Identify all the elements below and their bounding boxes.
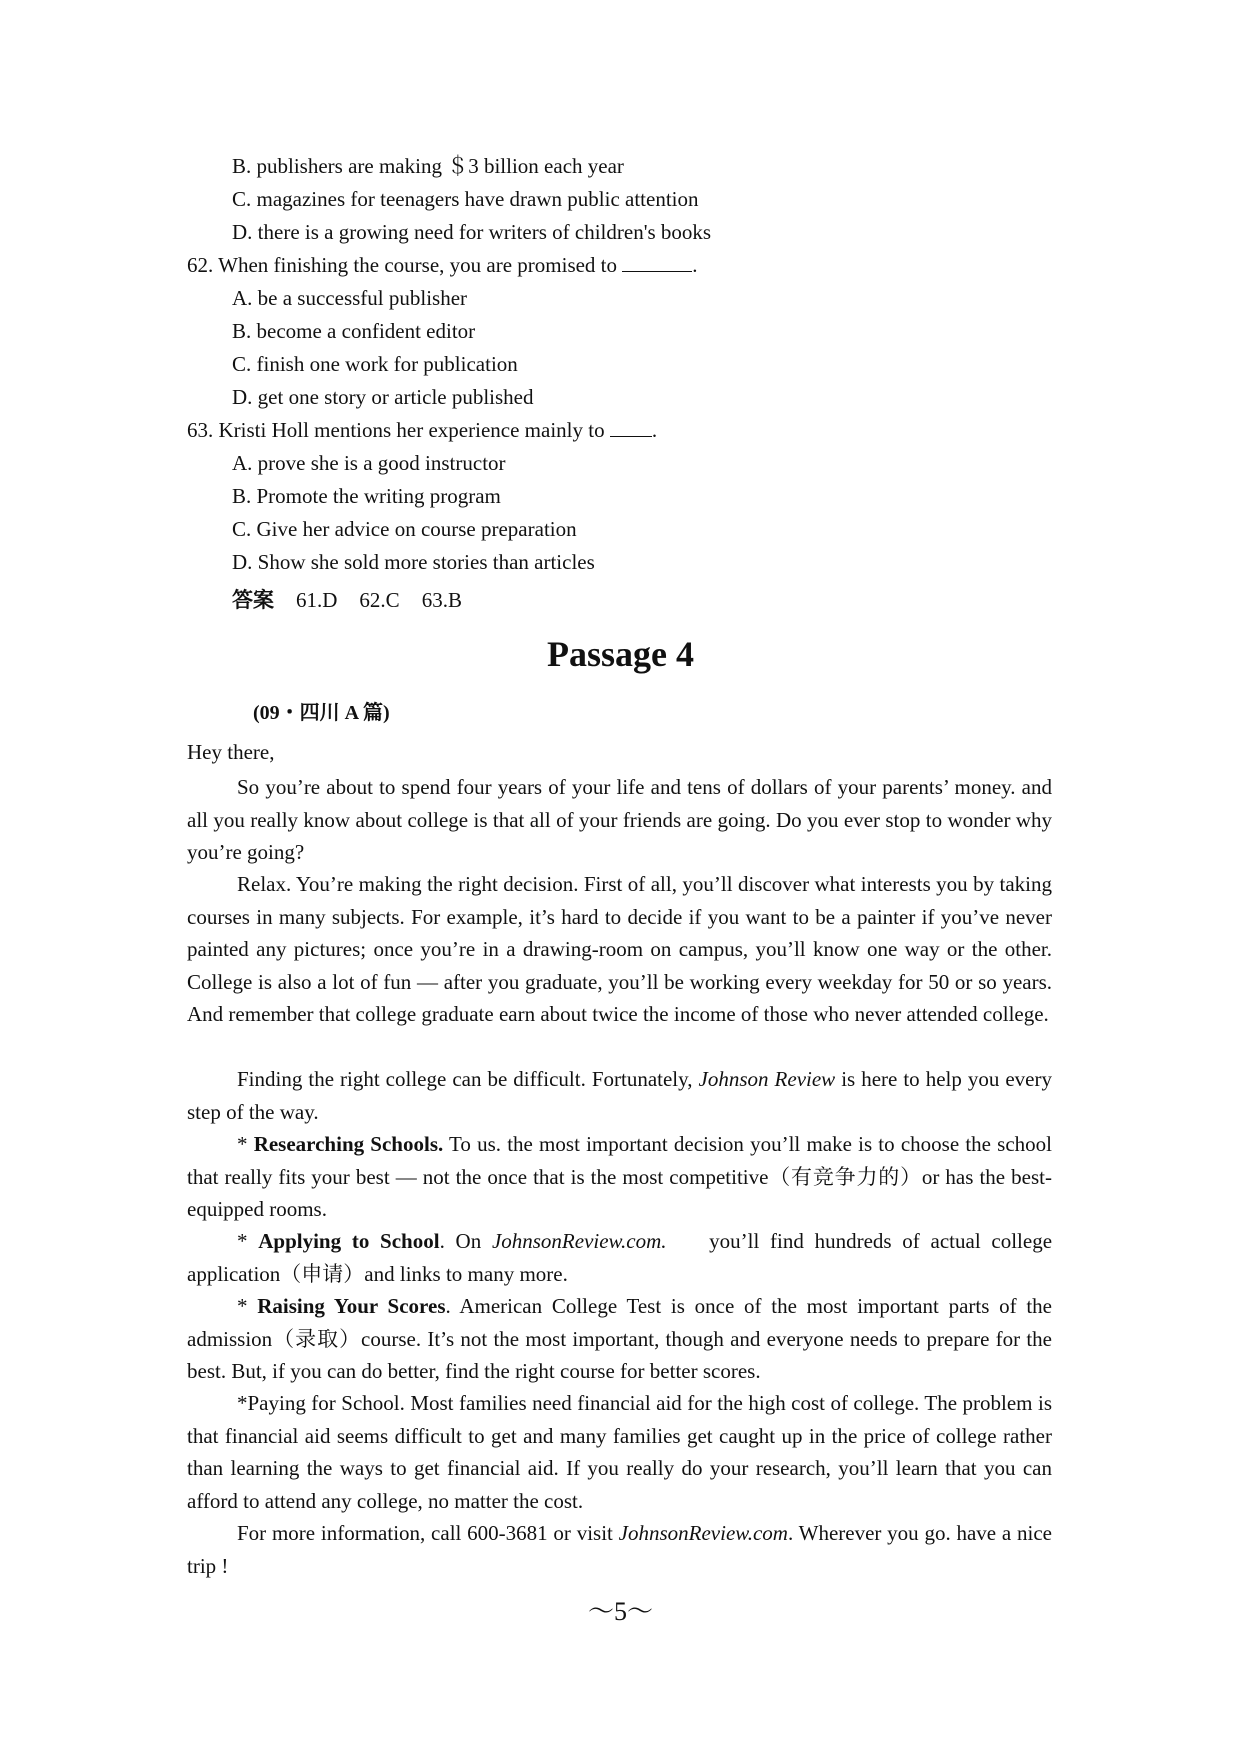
raising-scores-heading: Raising Your Scores (257, 1294, 446, 1318)
paragraph-applying-to-school (187, 1225, 1052, 1290)
q62-option-c: C. finish one work for publication (232, 352, 518, 376)
q63-stem-text: 63. Kristi Holl mentions her experience mainly to (187, 418, 610, 442)
more-info-text-a: For more information, call 600-3681 or visit (237, 1521, 619, 1545)
answer-62: 62.C (359, 588, 400, 612)
q62-blank-end: . (692, 253, 698, 277)
applying-text-b: you’ll find hundreds of actual college application（申请）and links to many more. (187, 1229, 1053, 1286)
q61-option-b: B. publishers are making ＄3 billion each year (232, 154, 624, 178)
bullet-marker: * (237, 1132, 254, 1156)
q62-stem (187, 252, 698, 278)
website-name: JohnsonReview.com. (491, 1229, 667, 1253)
q63-option-a: A. prove she is a good instructor (232, 451, 506, 475)
paragraph-3 (187, 1063, 1052, 1128)
q63-stem (187, 417, 657, 443)
passage-title: Passage 4 (547, 634, 694, 674)
q63-option-c: C. Give her advice on course preparation (232, 517, 577, 541)
paragraph-more-information (187, 1517, 1052, 1582)
q61-option-c: C. magazines for teenagers have drawn public attention (232, 187, 699, 211)
q62-option-b: B. become a confident editor (232, 319, 476, 343)
paragraph-3-text-a: Finding the right college can be difficult. Fortunately, (237, 1067, 699, 1091)
bullet-marker: * (237, 1229, 259, 1253)
paragraph-3-text-b: is here to help you every step of the way. (187, 1067, 1052, 1124)
q62-option-d: D. get one story or article published (232, 385, 534, 409)
more-info-text-b: . Wherever you go. have a nice trip ! (187, 1521, 1052, 1578)
paragraph-paying-for-school: *Paying for School. Most families need financial aid for the high cost of college. The problem is that financial aid seems difficult to get and many families get caught up in the price of college rather than learning the ways to get financial aid. If you really do your research, you’ll learn that you can afford to attend any college, no matter the cost. (187, 1391, 1052, 1513)
q63-option-b: B. Promote the writing program (232, 484, 501, 508)
paragraph-raising-scores (187, 1290, 1052, 1388)
paragraph-researching-schools (187, 1128, 1052, 1226)
answer-label: 答案 (232, 588, 274, 612)
answer-key (232, 587, 484, 613)
applying-text-a: . On (439, 1229, 492, 1253)
q63-blank-end: . (651, 418, 658, 442)
q62-option-a: A. be a successful publisher (232, 286, 468, 310)
johnson-review-name: Johnson Review (698, 1067, 836, 1091)
paragraph-1: So you’re about to spend four years of your life and tens of dollars of your parents’ money. and all you really know about college is that all of your friends are going. Do you ever stop to wonder why you’re going? (187, 775, 1052, 864)
letter-greeting: Hey there, (187, 740, 275, 764)
raising-scores-text: . American College Test is once of the most important parts of the admission（录取）course. It’s not the most important, though and everyone needs to prepare for the best. But, if you can do better, find the right course for better scores. (187, 1294, 1052, 1383)
q62-blank (622, 253, 692, 272)
website-name: JohnsonReview.com (618, 1521, 788, 1545)
paragraph-2: Relax. You’re making the right decision. First of all, you’ll discover what interests you by taking courses in many subjects. For example, it’s hard to decide if you want to be a painter if you’ve never painted any pictures; once you’re in a drawing-room on campus, you’ll know one way or the other. College is also a lot of fun — after you graduate, you’ll be working every weekday for 50 or so years. And remember that college graduate earn about twice the income of those who never attended college. (187, 872, 1052, 1026)
bullet-marker: * (237, 1294, 258, 1318)
q62-stem-text: 62. When finishing the course, you are promised to (187, 253, 623, 277)
q63-option-d: D. Show she sold more stories than articles (232, 550, 595, 574)
researching-schools-heading: Researching Schools. (253, 1132, 444, 1156)
q63-blank (610, 418, 652, 437)
applying-to-school-heading: Applying to School (258, 1229, 440, 1253)
q61-option-d: D. there is a growing need for writers of children's books (232, 220, 712, 244)
answer-63: 63.B (421, 588, 462, 612)
researching-schools-text: To us. the most important decision you’ll make is to choose the school that really fits your best — not the once that is the most competitive（有竞争力的）or has the best-equipped rooms. (187, 1132, 1052, 1221)
passage-source: (09・四川 A 篇) (253, 702, 390, 724)
page-number: ～5～ (587, 1597, 653, 1626)
answer-61: 61.D (296, 588, 338, 612)
